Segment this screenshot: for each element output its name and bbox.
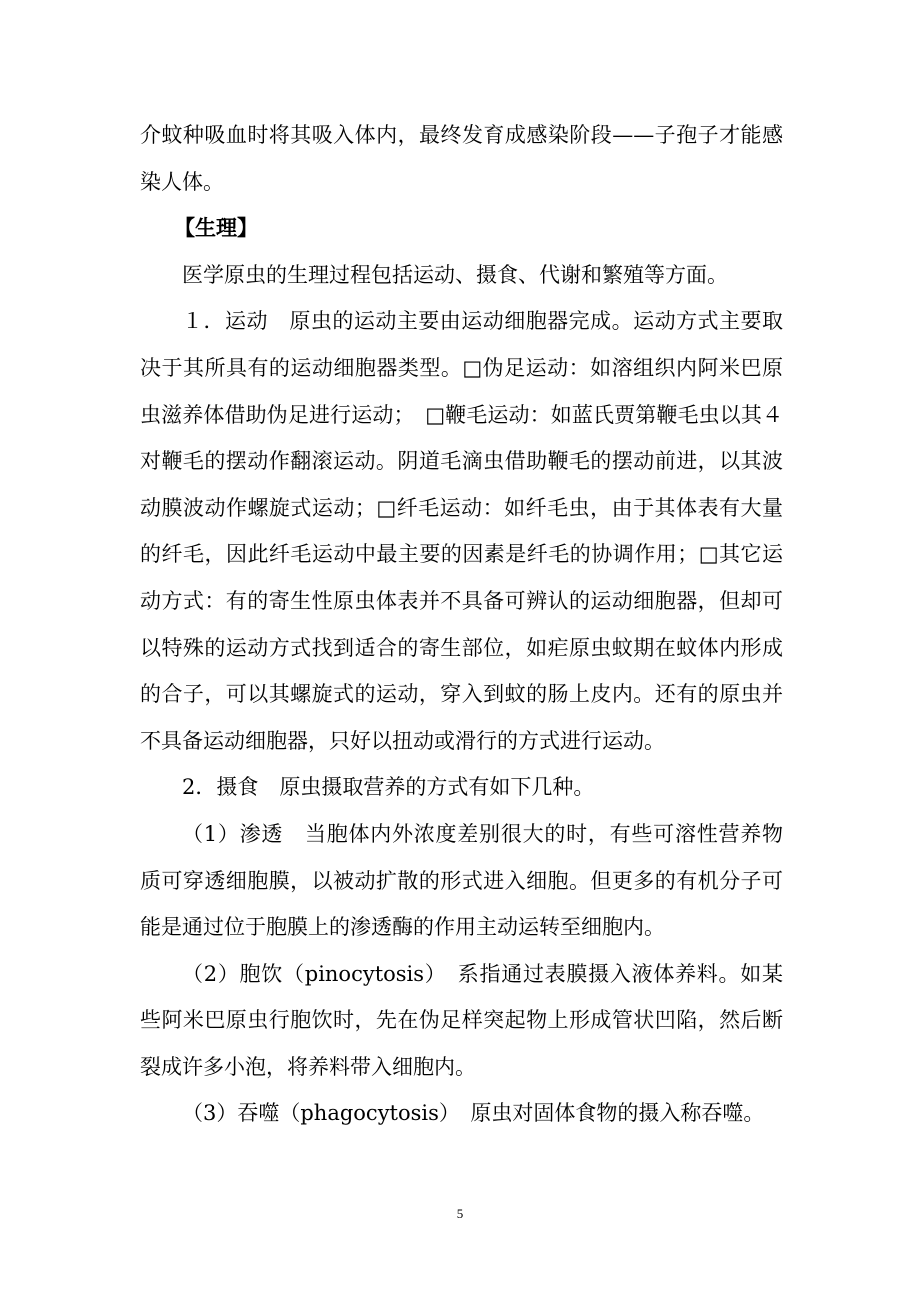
paragraph-intro: 医学原虫的生理过程包括运动、摄食、代谢和繁殖等方面。 — [182, 262, 728, 287]
paragraph-continuation: 介蚊种吸血时将其吸入体内，最终发育成感染阶段——子孢子才能感染人体。 — [140, 123, 783, 194]
paragraph-osmosis: （1）渗透 当胞体内外浓度差别很大的时，有些可溶性营养物质可穿透细胞膜，以被动扩散的形式进入细胞。但更多的有机分子可能是通过位于胞膜上的渗透酶的作用主动运转至细胞内。 — [140, 821, 783, 940]
section-heading-physiology: 【生理】 — [174, 215, 258, 241]
paragraph-pinocytosis: （2）胞饮（pinocytosis） 系指通过表膜摄入液体养料。如某些阿米巴原虫行胞饮时，先在伪足样突起物上形成管状凹陷，然后断裂成许多小泡，将养料带入细胞内。 — [140, 961, 783, 1079]
page-number: 5 — [456, 1206, 464, 1221]
paragraph-feeding: 2．摄食 原虫摄取营养的方式有如下几种。 — [182, 775, 595, 800]
document-body — [140, 112, 783, 1137]
paragraph-movement: １．运动 原虫的运动主要由运动细胞器完成。运动方式主要取决于其所具有的运动细胞器类型。□伪足运动：如溶组织内阿米巴原虫滋养体借助伪足进行运动； □鞭毛运动：如蓝氏贾第鞭毛虫以其４对鞭毛的摆动作翻滚运动。阴道毛滴虫借助鞭毛的摆动前进，以其波动膜波动作螺旋式运动；□纤毛运动：如纤毛虫，由于其体表有大量的纤毛，因此纤毛运动中最主要的因素是纤毛的协调作用；□其它运动方式：有的寄生性原虫体表并不具备可辨认的运动细胞器，但却可以特殊的运动方式找到适合的寄生部位，如疟原虫蚊期在蚊体内形成的合子，可以其螺旋式的运动，穿入到蚊的肠上皮内。还有的原虫并不具备运动细胞器，只好以扭动或滑行的方式进行运动。 — [140, 309, 783, 753]
paragraph-phagocytosis: （3）吞噬（phagocytosis） 原虫对固体食物的摄入称吞噬。 — [182, 1101, 765, 1126]
